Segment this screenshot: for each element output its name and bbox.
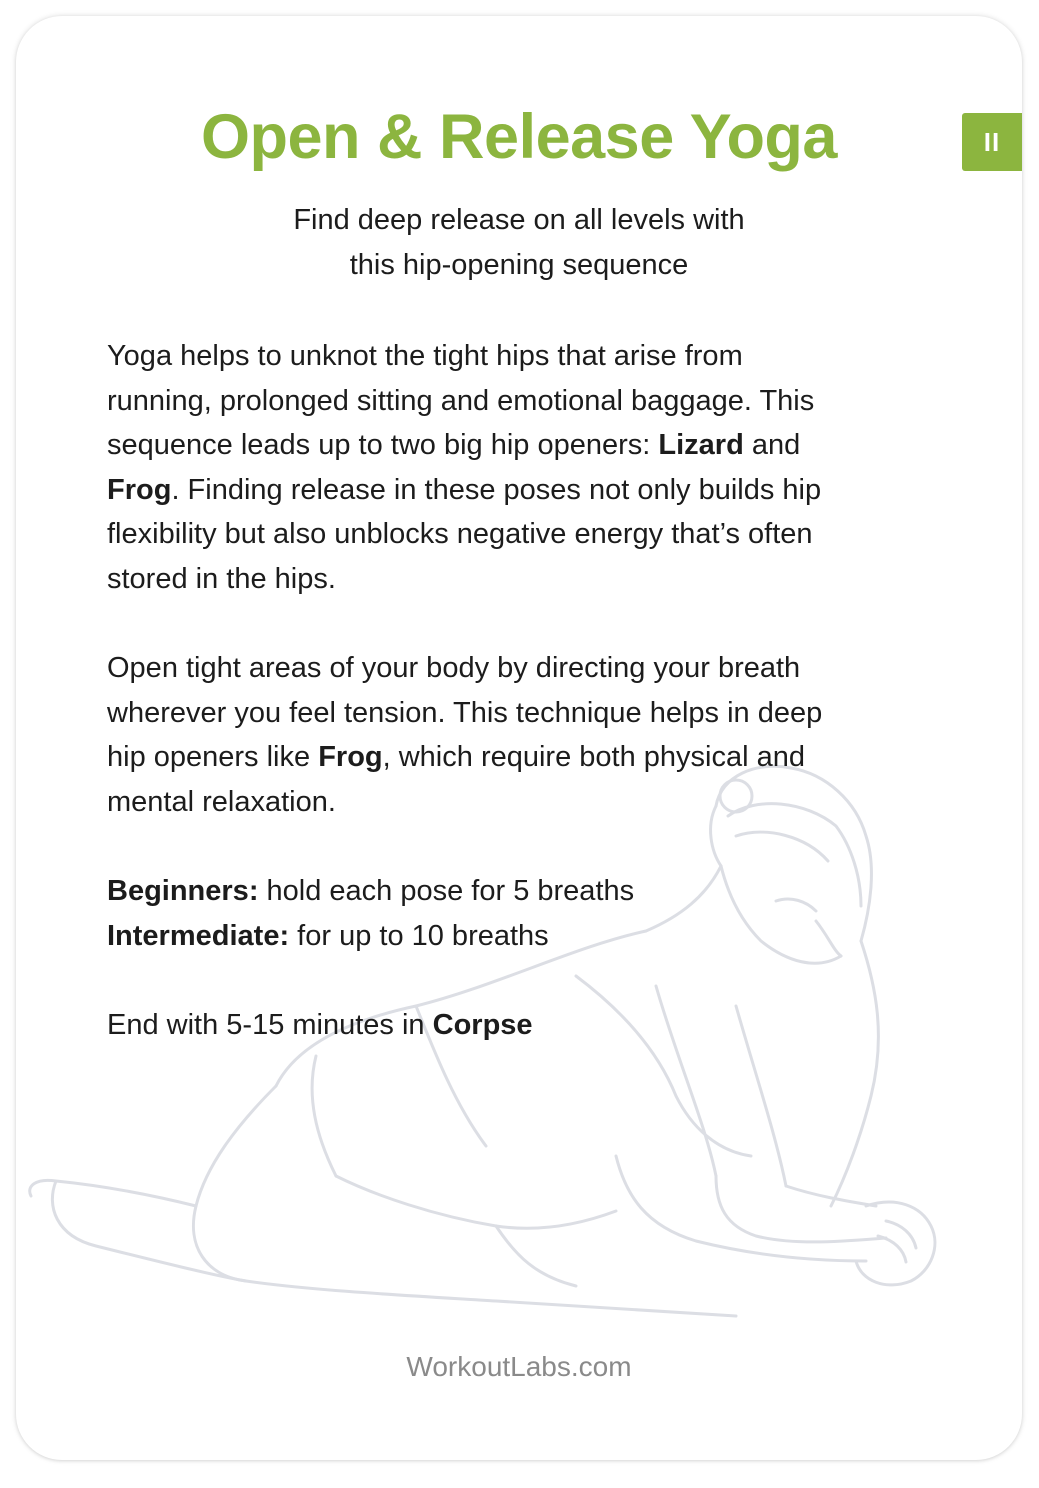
text-run: and [743, 429, 801, 462]
paragraph-line [107, 735, 967, 780]
pose-name: Lizard [658, 429, 744, 462]
level-label: Intermediate: [107, 919, 290, 952]
paragraph-line: mental relaxation. [107, 785, 336, 818]
text-run: . Finding release in these poses not only builds hip [171, 473, 822, 506]
paragraph-spacer [107, 958, 967, 1003]
paragraph-line: Yoga helps to unknot the tight hips that arise from [107, 340, 743, 372]
subtitle-line: Find deep release on all levels with [293, 204, 745, 236]
page-number-badge: II [962, 113, 1022, 171]
pose-name: Frog [318, 741, 383, 774]
text-run: sequence leads up to two big hip openers: [107, 429, 659, 462]
instruction-card [16, 16, 1022, 1460]
intermediate-line [107, 914, 967, 959]
paragraph-line: flexibility but also unblocks negative energy that’s often [107, 518, 813, 551]
footer-website: WorkoutLabs.com [406, 1351, 632, 1382]
text-run: hip openers like [107, 741, 319, 774]
paragraph-line: stored in the hips. [107, 562, 336, 595]
ending-line [107, 1003, 967, 1048]
text-run: , which require both physical and [382, 741, 805, 774]
page-title: Open & Release Yoga [201, 102, 837, 172]
paragraph-line: running, prolonged sitting and emotional baggage. This [107, 384, 815, 417]
pose-name: Corpse [432, 1008, 533, 1041]
level-text: for up to 10 breaths [289, 919, 549, 952]
paragraph-line: wherever you feel tension. This technique helps in deep [107, 696, 823, 729]
subtitle [16, 198, 1022, 288]
level-text: hold each pose for 5 breaths [258, 875, 635, 908]
beginners-line [107, 869, 967, 914]
level-label: Beginners: [107, 875, 259, 908]
subtitle-line: this hip-opening sequence [349, 249, 689, 281]
body-text [107, 334, 967, 1048]
paragraph-line: Open tight areas of your body by directing your breath [107, 652, 801, 685]
pose-name: Frog [107, 473, 172, 506]
paragraph-spacer [107, 602, 967, 647]
paragraph-line [107, 423, 967, 468]
paragraph-line [107, 468, 967, 513]
text-run: End with 5-15 minutes in [107, 1008, 433, 1041]
paragraph-spacer [107, 825, 967, 870]
